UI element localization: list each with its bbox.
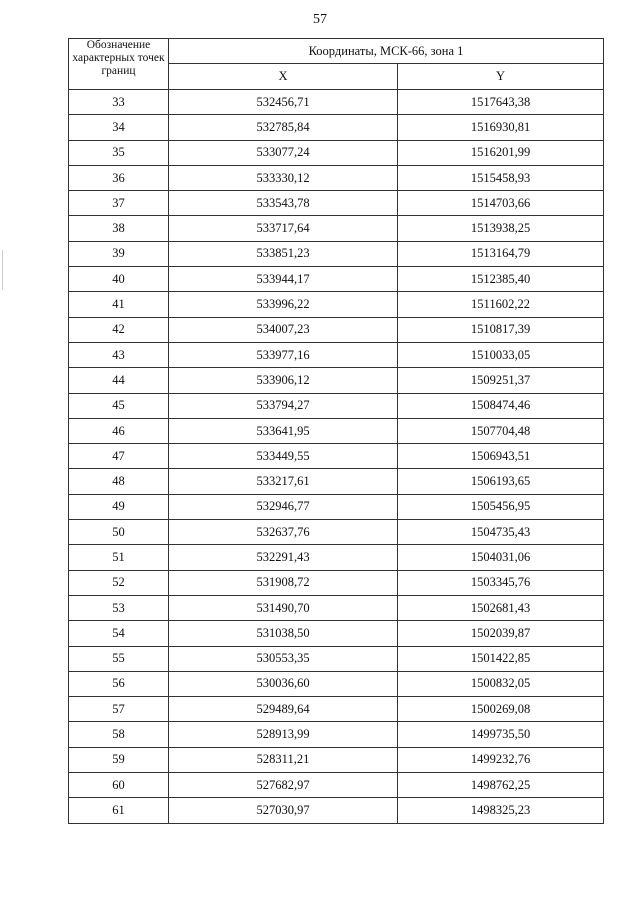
table-row (69, 368, 604, 393)
table-row (69, 747, 604, 772)
x-coordinate-cell: 534007,23 (169, 317, 398, 342)
y-coordinate-cell: 1500832,05 (398, 671, 604, 696)
y-coordinate-cell: 1505456,95 (398, 494, 604, 519)
x-coordinate-cell: 530553,35 (169, 646, 398, 671)
x-coordinate-cell: 533077,24 (169, 140, 398, 165)
y-coordinate-cell: 1504031,06 (398, 545, 604, 570)
scan-edge-mark (2, 250, 3, 290)
x-coordinate-cell: 528913,99 (169, 722, 398, 747)
table-row (69, 140, 604, 165)
table-row (69, 722, 604, 747)
y-coordinate-cell: 1508474,46 (398, 393, 604, 418)
x-coordinate-cell: 533641,95 (169, 418, 398, 443)
table-row (69, 115, 604, 140)
table-row (69, 444, 604, 469)
table-row (69, 90, 604, 115)
x-coordinate-cell: 527682,97 (169, 773, 398, 798)
x-coordinate-cell: 533543,78 (169, 191, 398, 216)
point-number-cell: 39 (69, 241, 169, 266)
table-row (69, 469, 604, 494)
table-row (69, 494, 604, 519)
table-row (69, 646, 604, 671)
x-coordinate-cell: 533851,23 (169, 241, 398, 266)
x-coordinate-cell: 531908,72 (169, 570, 398, 595)
x-coordinate-cell: 533794,27 (169, 393, 398, 418)
y-coordinate-cell: 1504735,43 (398, 520, 604, 545)
y-coordinate-cell: 1502039,87 (398, 621, 604, 646)
point-number-cell: 57 (69, 697, 169, 722)
table-row (69, 697, 604, 722)
x-coordinate-cell: 533906,12 (169, 368, 398, 393)
point-number-cell: 37 (69, 191, 169, 216)
point-number-cell: 58 (69, 722, 169, 747)
y-coordinate-cell: 1499232,76 (398, 747, 604, 772)
x-coordinate-cell: 532456,71 (169, 90, 398, 115)
x-coordinate-cell: 528311,21 (169, 747, 398, 772)
x-coordinate-cell: 532637,76 (169, 520, 398, 545)
point-number-cell: 48 (69, 469, 169, 494)
x-coordinate-cell: 532946,77 (169, 494, 398, 519)
point-number-cell: 52 (69, 570, 169, 595)
x-coordinate-cell: 533449,55 (169, 444, 398, 469)
y-coordinate-cell: 1511602,22 (398, 292, 604, 317)
y-coordinate-cell: 1513938,25 (398, 216, 604, 241)
point-number-cell: 35 (69, 140, 169, 165)
table-row (69, 317, 604, 342)
table-row (69, 342, 604, 367)
x-coordinate-cell: 533996,22 (169, 292, 398, 317)
y-coordinate-cell: 1506943,51 (398, 444, 604, 469)
table-row (69, 545, 604, 570)
point-designation-header: Обозначение характерных точек границ (69, 39, 169, 90)
y-coordinate-cell: 1506193,65 (398, 469, 604, 494)
table-row (69, 393, 604, 418)
x-coordinate-cell: 529489,64 (169, 697, 398, 722)
y-coordinate-cell: 1516201,99 (398, 140, 604, 165)
y-coordinate-cell: 1503345,76 (398, 570, 604, 595)
point-number-cell: 43 (69, 342, 169, 367)
x-coordinate-cell: 533944,17 (169, 267, 398, 292)
y-coordinate-cell: 1509251,37 (398, 368, 604, 393)
table-row (69, 798, 604, 823)
x-coordinate-cell: 533977,16 (169, 342, 398, 367)
table-row (69, 292, 604, 317)
y-coordinate-cell: 1514703,66 (398, 191, 604, 216)
point-number-cell: 54 (69, 621, 169, 646)
y-coordinate-cell: 1515458,93 (398, 165, 604, 190)
table-row (69, 191, 604, 216)
point-number-cell: 45 (69, 393, 169, 418)
point-number-cell: 40 (69, 267, 169, 292)
coordinates-table (68, 38, 604, 824)
point-number-cell: 47 (69, 444, 169, 469)
point-number-cell: 42 (69, 317, 169, 342)
y-coordinate-cell: 1510033,05 (398, 342, 604, 367)
x-coordinate-cell: 532291,43 (169, 545, 398, 570)
table-row (69, 241, 604, 266)
point-number-cell: 59 (69, 747, 169, 772)
point-number-cell: 61 (69, 798, 169, 823)
table-row (69, 216, 604, 241)
point-number-cell: 36 (69, 165, 169, 190)
y-coordinate-cell: 1500269,08 (398, 697, 604, 722)
y-coordinate-cell: 1498325,23 (398, 798, 604, 823)
point-number-cell: 44 (69, 368, 169, 393)
y-coordinate-cell: 1510817,39 (398, 317, 604, 342)
y-column-header: Y (398, 64, 604, 90)
x-coordinate-cell: 533330,12 (169, 165, 398, 190)
y-coordinate-cell: 1516930,81 (398, 115, 604, 140)
y-coordinate-cell: 1512385,40 (398, 267, 604, 292)
table-row (69, 570, 604, 595)
point-number-cell: 49 (69, 494, 169, 519)
page-number: 57 (313, 12, 327, 27)
point-number-cell: 34 (69, 115, 169, 140)
table-row (69, 520, 604, 545)
table-body (69, 90, 604, 824)
x-coordinate-cell: 530036,60 (169, 671, 398, 696)
y-coordinate-cell: 1499735,50 (398, 722, 604, 747)
y-coordinate-cell: 1498762,25 (398, 773, 604, 798)
point-number-cell: 56 (69, 671, 169, 696)
point-number-cell: 41 (69, 292, 169, 317)
table-row (69, 671, 604, 696)
table-row (69, 773, 604, 798)
x-coordinate-cell: 533717,64 (169, 216, 398, 241)
point-number-cell: 50 (69, 520, 169, 545)
x-coordinate-cell: 531490,70 (169, 595, 398, 620)
table-row (69, 595, 604, 620)
x-column-header: X (169, 64, 398, 90)
point-number-cell: 60 (69, 773, 169, 798)
point-number-cell: 38 (69, 216, 169, 241)
x-coordinate-cell: 533217,61 (169, 469, 398, 494)
point-number-cell: 33 (69, 90, 169, 115)
table-row (69, 165, 604, 190)
point-number-cell: 51 (69, 545, 169, 570)
table-row (69, 418, 604, 443)
y-coordinate-cell: 1513164,79 (398, 241, 604, 266)
table-row (69, 267, 604, 292)
y-coordinate-cell: 1507704,48 (398, 418, 604, 443)
y-coordinate-cell: 1501422,85 (398, 646, 604, 671)
point-number-cell: 46 (69, 418, 169, 443)
point-number-cell: 55 (69, 646, 169, 671)
point-number-cell: 53 (69, 595, 169, 620)
x-coordinate-cell: 531038,50 (169, 621, 398, 646)
y-coordinate-cell: 1502681,43 (398, 595, 604, 620)
x-coordinate-cell: 532785,84 (169, 115, 398, 140)
x-coordinate-cell: 527030,97 (169, 798, 398, 823)
table-row (69, 621, 604, 646)
y-coordinate-cell: 1517643,38 (398, 90, 604, 115)
coordinates-group-header: Координаты, МСК-66, зона 1 (169, 39, 604, 64)
